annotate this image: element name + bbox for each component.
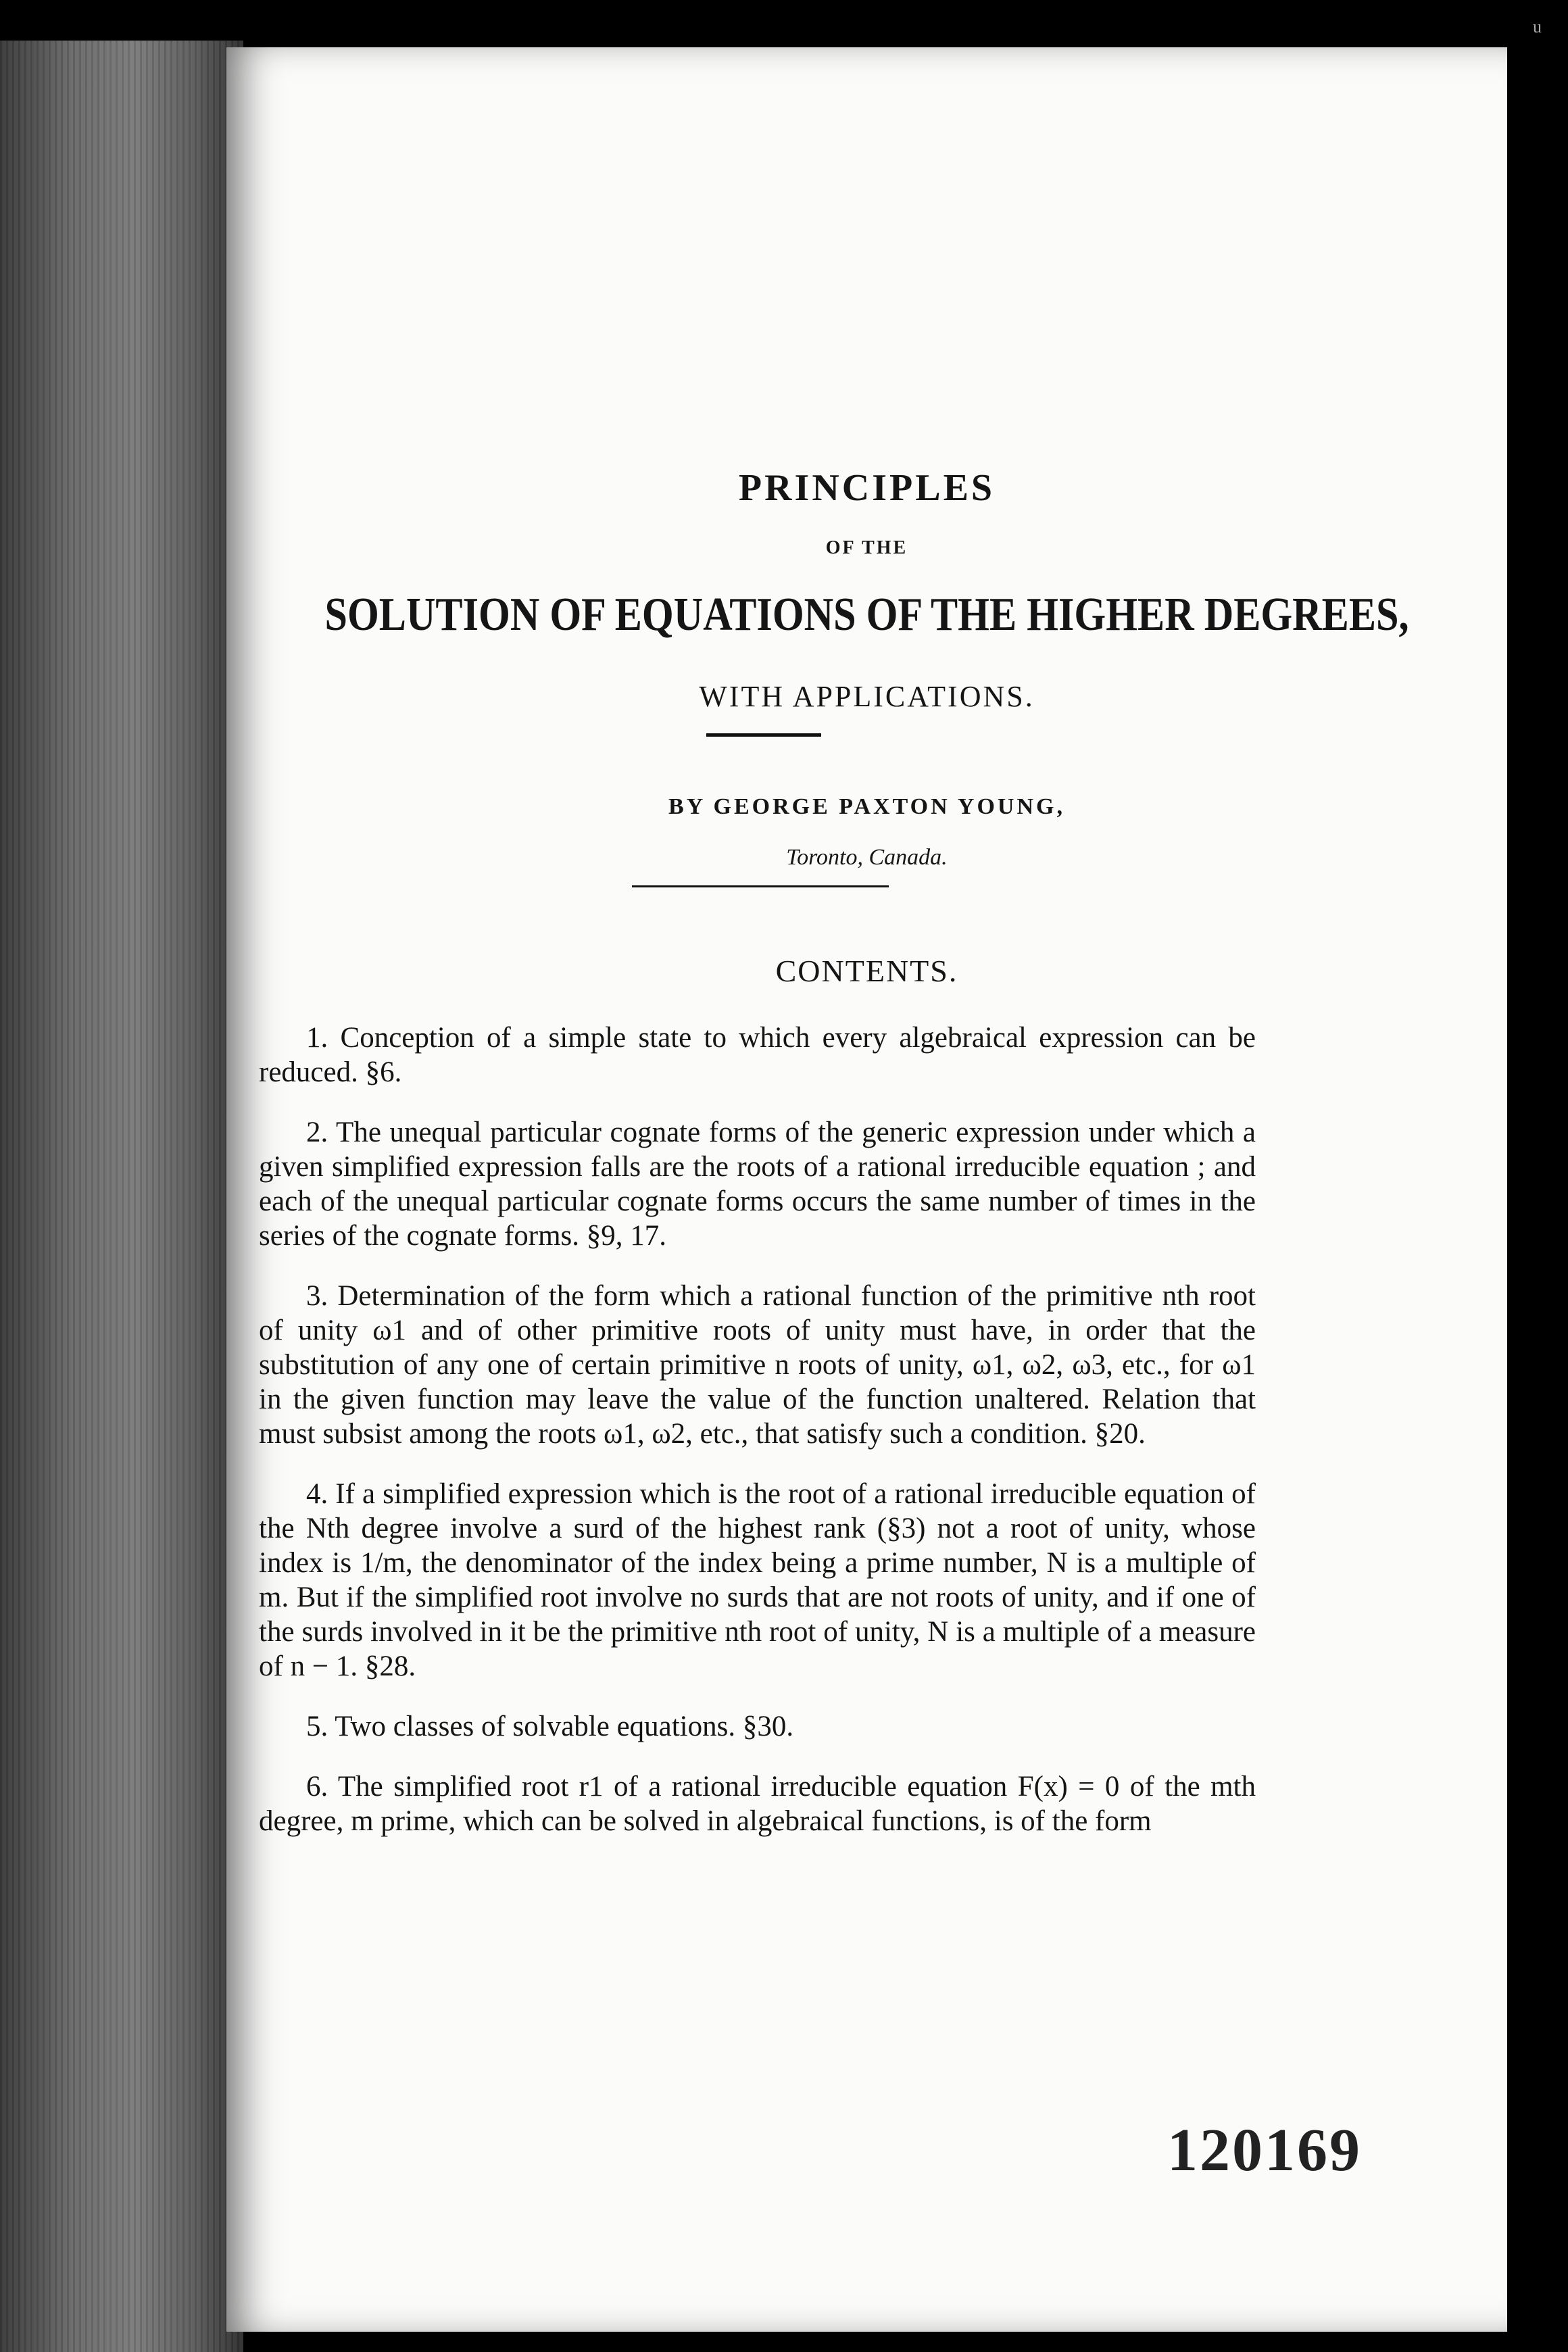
contents-item: 3. Determination of the form which a rational function of the primitive nth root of unity ω1 and of other primitive roots of unity must have, in order that the substitution of any one of certain primitive n roots of unity, ω1, ω2, ω3, etc., for ω1 in the given function may leave the value of the function unaltered. Relation that must subsist among the roots ω1, ω2, etc., that satisfy such a condition. §20. [259,1280,1256,1450]
contents-list [259,1021,1256,1864]
title-main: SOLUTION OF EQUATIONS OF THE HIGHER DEGREES, [324,589,1409,641]
book-binding [0,41,243,2352]
contents-item: 6. The simplified root r1 of a rational irreducible equation F(x) = 0 of the mth degree, m prime, which can be solved in algebraical functions, is of the form [259,1771,1256,1837]
title-of-the: OF THE [825,537,908,558]
contents-item: 4. If a simplified expression which is the root of a rational irreducible equation of the Nth degree involve a surd of the highest rank (§3) not a root of unity, whose index is 1/m, the denominator of the index being a prime number, N is a multiple of m. But if the simplified root involve no surds that are not roots of unity, and if one of the surds involved in it be the primitive nth root of unity, N is a multiple of a measure of n − 1. §28. [259,1478,1256,1682]
contents-item: 5. Two classes of solvable equations. §30. [306,1711,794,1742]
author-name: BY GEORGE PAXTON YOUNG, [668,794,1065,819]
contents-item: 1. Conception of a simple state to which every algebraical expression can be reduced. §6. [259,1022,1256,1088]
divider-rule [632,885,889,887]
title-subtitle: WITH APPLICATIONS. [699,680,1035,713]
corner-mark: u [1533,17,1542,36]
author-affiliation: Toronto, Canada. [786,845,948,870]
catalog-stamp: 120169 [1167,2117,1362,2184]
contents-heading: CONTENTS. [775,954,958,988]
contents-item: 2. The unequal particular cognate forms of the generic expression under which a given simplified expression falls are the roots of a rational irreducible equation ; and each of the unequal particular cognate forms occurs the same number of times in the series of the cognate forms. §9, 17. [259,1117,1256,1252]
document-page [226,47,1507,2332]
title-principles: PRINCIPLES [738,467,996,509]
divider-rule [706,733,821,737]
